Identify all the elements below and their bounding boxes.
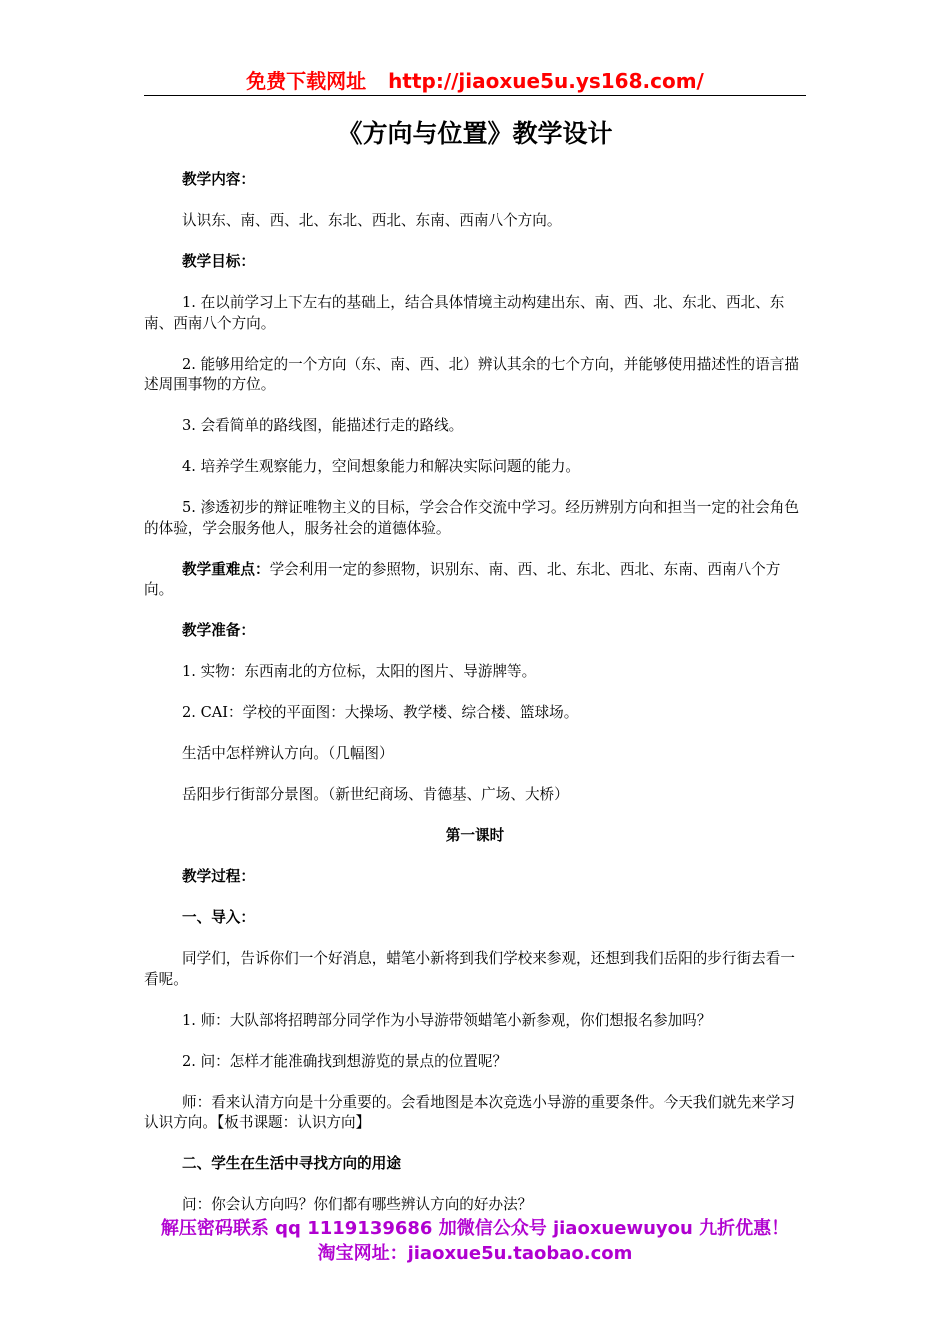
document-body [144, 170, 806, 1236]
goal-item: 3. 会看简单的路线图，能描述行走的路线。 [182, 417, 464, 434]
header-banner [144, 66, 806, 96]
part2-heading: 二、学生在生活中寻找方向的用途 [182, 1155, 401, 1172]
process-heading: 教学过程： [182, 868, 255, 885]
goal-item: 2. 能够用给定的一个方向（东、南、西、北）辨认其余的七个方向，并能够使用描述性的语言描述周围事物的方位。 [144, 355, 799, 393]
key-points-paragraph [144, 560, 806, 601]
header-divider [144, 95, 806, 96]
content-heading: 教学内容： [182, 171, 255, 188]
part2-question: 问：你会认方向吗？你们都有哪些辨认方向的好办法？ [182, 1196, 533, 1213]
key-points-text: 学会利用一定的参照物，识别东、南、西、北、东北、西北、东南、西南八个方向。 [144, 560, 781, 598]
header-url-link[interactable]: http://jiaoxue5u.ys168.com/ [388, 69, 704, 93]
prep-item: 生活中怎样辨认方向。（几幅图） [182, 745, 394, 762]
goal-item: 4. 培养学生观察能力，空间想象能力和解决实际问题的能力。 [182, 458, 581, 475]
lesson-title: 第一课时 [445, 827, 505, 844]
goal-item: 5. 渗透初步的辩证唯物主义的目标，学会合作交流中学习。经历辨别方向和担当一定的社会角色的体验，学会服务他人，服务社会的道德体验。 [144, 499, 799, 537]
intro-paragraph: 师：看来认清方向是十分重要的。会看地图是本次竞选小导游的重要条件。今天我们就先来学习认识方向。【板书课题：认识方向】 [144, 1093, 795, 1131]
footer-contact-line: 解压密码联系 qq 1119139686 加微信公众号 jiaoxuewuyou 九折优惠！ [160, 1218, 790, 1239]
content-text: 认识东、南、西、北、东北、西北、东南、西南八个方向。 [182, 212, 562, 229]
prep-item: 1. 实物：东西南北的方位标，太阳的图片、导游牌等。 [182, 663, 537, 680]
goals-heading: 教学目标： [182, 253, 255, 270]
goal-item: 1. 在以前学习上下左右的基础上，结合具体情境主动构建出东、南、西、北、东北、西北、东南、西南八个方向。 [144, 294, 785, 332]
intro-paragraph: 2. 问：怎样才能准确找到想游览的景点的位置呢？ [182, 1052, 508, 1070]
footer-taobao-link[interactable]: 淘宝网址：jiaoxue5u.taobao.com [317, 1243, 633, 1264]
intro-paragraph: 同学们，告诉你们一个好消息，蜡笔小新将到我们学校来参观，还想到我们岳阳的步行街去看一看呢。 [144, 950, 795, 988]
page-title: 《方向与位置》教学设计 [337, 119, 613, 148]
prep-heading: 教学准备： [182, 622, 255, 639]
prep-item: 2. CAI：学校的平面图：大操场、教学楼、综合楼、篮球场。 [182, 704, 579, 721]
key-points-heading: 教学重难点： [182, 560, 270, 578]
header-label: 免费下载网址 [246, 69, 367, 93]
prep-item: 岳阳步行街部分景图。（新世纪商场、肯德基、广场、大桥） [182, 786, 569, 803]
intro-paragraph: 1. 师：大队部将招聘部分同学作为小导游带领蜡笔小新参观，你们想报名参加吗？ [182, 1011, 712, 1029]
footer-banner [0, 1216, 950, 1266]
intro-heading: 一、导入： [182, 909, 255, 926]
